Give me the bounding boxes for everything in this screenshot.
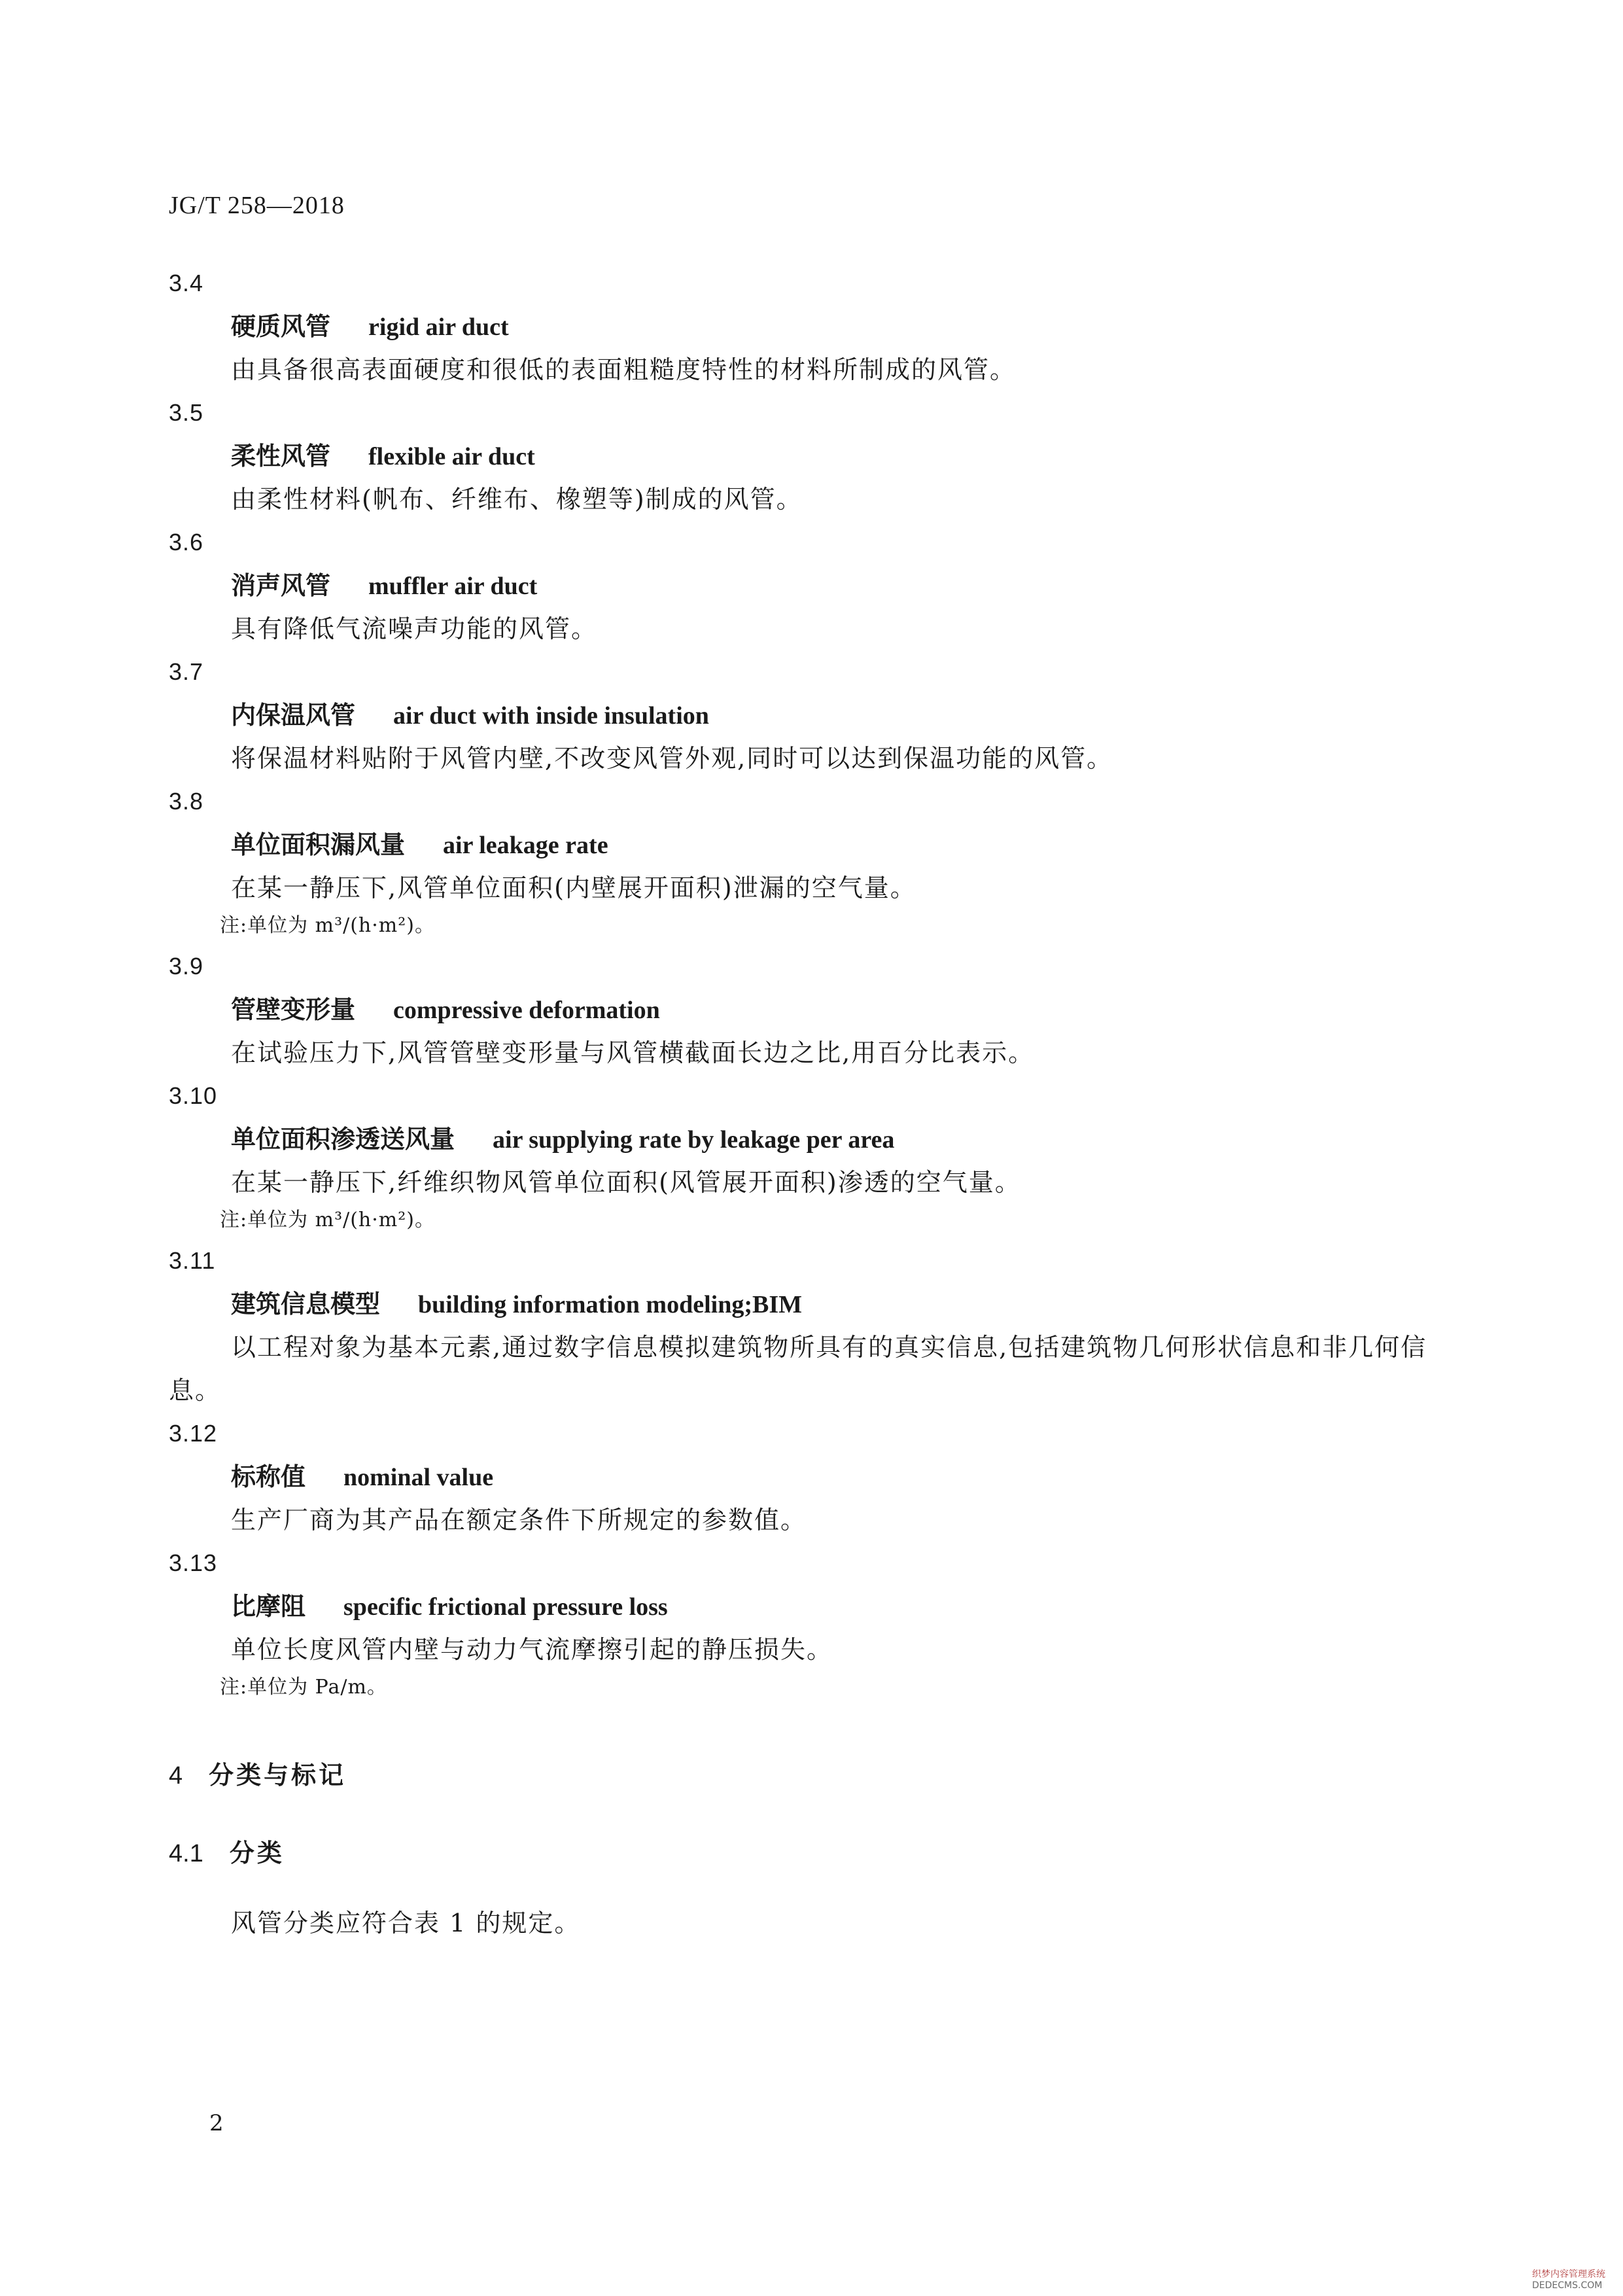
term-3-9 [169,945,1477,1074]
term-3-4 [169,262,1477,391]
term-name-en: air duct with inside insulation [393,702,709,730]
body-paragraph: 风管分类应符合表 1 的规定。 [231,1909,581,1937]
section-number: 4 [169,1762,183,1790]
watermark-line: 织梦内容管理系统 [1532,2269,1605,2280]
term-name [231,1118,1477,1161]
term-name-zh: 硬质风管 [231,311,331,341]
term-3-13 [169,1542,1477,1706]
term-definition: 单位长度风管内壁与动力气流摩擦引起的静压损失。 [231,1635,833,1664]
term-number: 3.12 [169,1420,218,1447]
term-definition: 在某一静压下,纤维织物风管单位面积(风管展开面积)渗透的空气量。 [231,1168,1021,1197]
term-number: 3.5 [169,399,204,426]
watermark-line: DEDECMS.COM [1532,2280,1603,2291]
term-name-zh: 标称值 [231,1462,306,1491]
term-name-en: air supplying rate by leakage per area [493,1126,895,1154]
term-name-en: air leakage rate [443,832,608,859]
term-name-en: compressive deformation [393,997,660,1024]
term-name-en: nominal value [343,1464,494,1491]
term-note: 注:单位为 m³/(h·m²)。 [220,1209,435,1231]
term-number: 3.6 [169,529,204,556]
term-name [231,305,1477,348]
term-note: 注:单位为 m³/(h·m²)。 [220,914,435,937]
term-definition: 在试验压力下,风管管壁变形量与风管横截面长边之比,用百分比表示。 [231,1038,1035,1067]
term-name-zh: 单位面积渗透送风量 [231,1124,455,1154]
term-name-en: specific frictional pressure loss [343,1593,668,1621]
term-definition: 具有降低气流噪声功能的风管。 [231,614,598,643]
term-number: 3.4 [169,270,204,296]
term-name [231,1455,1477,1498]
term-definition: 在某一静压下,风管单位面积(内壁展开面积)泄漏的空气量。 [231,874,916,902]
term-definition: 由柔性材料(帆布、纤维布、橡塑等)制成的风管。 [231,485,803,514]
term-name-zh: 管壁变形量 [231,995,356,1024]
subsection-heading [169,1833,285,1869]
term-number: 3.9 [169,953,204,980]
section-title: 分类与标记 [209,1760,347,1790]
terms-list [169,262,1477,1706]
watermark [1532,2269,1605,2291]
term-3-11 [169,1239,1477,1412]
term-number: 3.10 [169,1082,218,1109]
term-name [231,823,1477,866]
term-name-en: building information modeling;BIM [418,1291,802,1318]
term-name [231,434,1477,478]
term-3-7 [169,650,1477,780]
term-number: 3.7 [169,658,204,685]
term-name-zh: 建筑信息模型 [231,1289,381,1318]
term-definition: 以工程对象为基本元素,通过数字信息模拟建筑物所具有的真实信息,包括建筑物几何形状信息和非几何信息。 [169,1333,1427,1405]
term-3-12 [169,1412,1477,1542]
subsection-number: 4.1 [169,1840,203,1867]
term-name [231,1282,1477,1326]
term-name-en: muffler air duct [368,573,538,600]
term-name [231,694,1477,737]
term-name-zh: 比摩阻 [231,1591,306,1621]
term-name-zh: 单位面积漏风量 [231,830,406,859]
page-number: 2 [209,2110,224,2136]
term-definition: 由具备很高表面硬度和很低的表面粗糙度特性的材料所制成的风管。 [231,355,1017,384]
term-name-zh: 内保温风管 [231,700,356,730]
term-name [231,1585,1477,1628]
term-3-6 [169,521,1477,650]
term-note: 注:单位为 Pa/m。 [220,1676,387,1699]
term-3-5 [169,391,1477,521]
term-3-8 [169,780,1477,945]
term-name [231,564,1477,607]
term-name-en: flexible air duct [368,443,535,470]
subsection-title: 分类 [229,1838,285,1867]
term-definition: 将保温材料贴附于风管内壁,不改变风管外观,同时可以达到保温功能的风管。 [231,744,1113,773]
term-definition: 生产厂商为其产品在额定条件下所规定的参数值。 [231,1506,807,1534]
term-name-en: rigid air duct [368,313,509,341]
term-number: 3.11 [169,1247,216,1274]
term-name-zh: 消声风管 [231,571,331,600]
term-name-zh: 柔性风管 [231,441,331,470]
term-number: 3.13 [169,1549,218,1576]
section-heading [169,1755,346,1791]
term-number: 3.8 [169,788,204,815]
term-3-10 [169,1074,1477,1239]
term-name [231,988,1477,1031]
standard-code: JG/T 258—2018 [169,192,345,219]
